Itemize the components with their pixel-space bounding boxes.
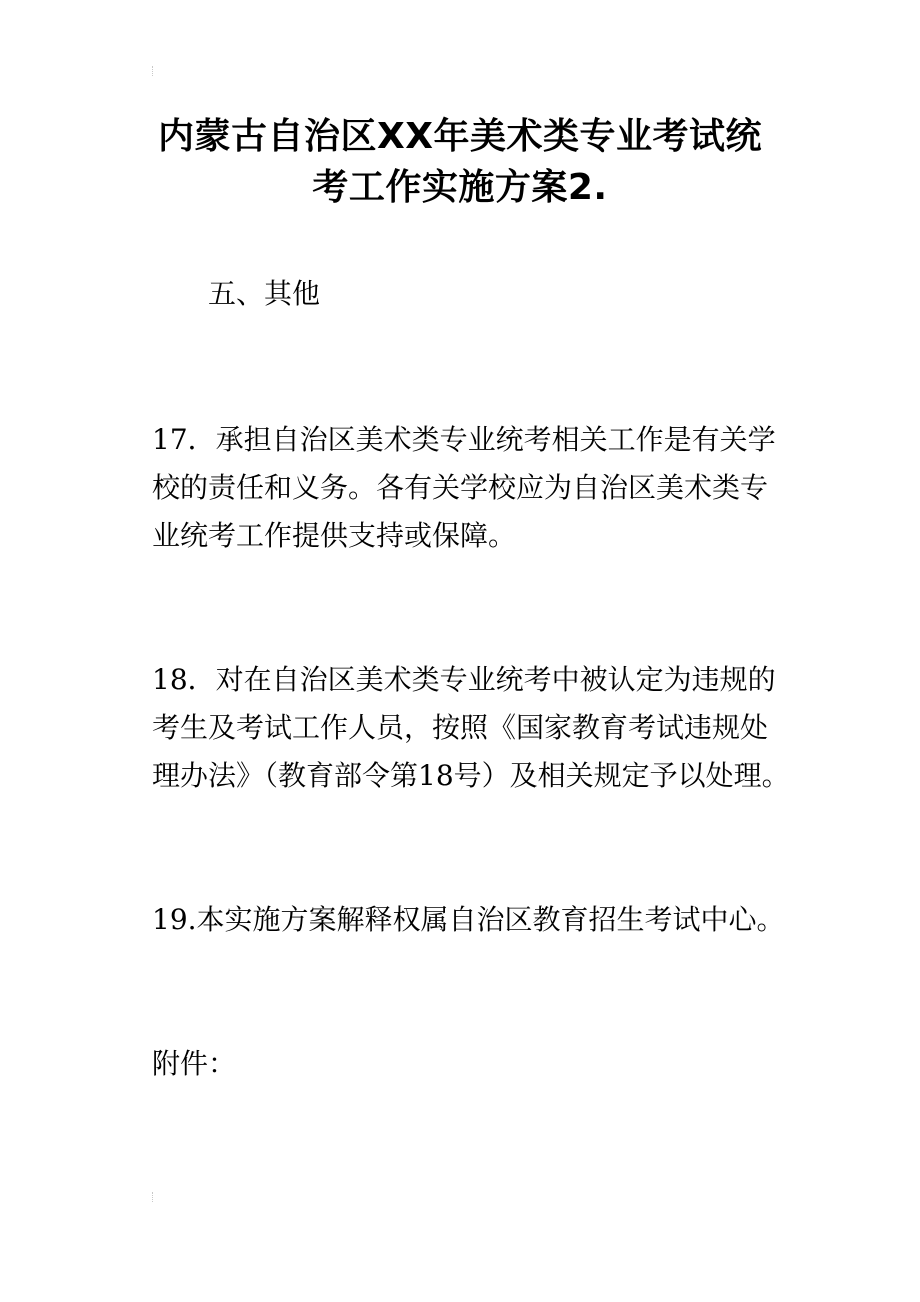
paragraph-line: 19.本实施方案解释权属自治区教育招生考试中心。 [152, 903, 785, 936]
section-heading: 五、其他 [208, 277, 321, 310]
paragraph-line: 考生及考试工作人员，按照《国家教育考试违规处 [152, 711, 769, 744]
paragraph-line: 17．承担自治区美术类专业统考相关工作是有关学 [152, 423, 776, 456]
paragraph-line: 理办法》（教育部令第18号）及相关规定予以处理。 [152, 759, 790, 792]
corner-mark-bottom [152, 1192, 157, 1202]
paragraph-line: 校的责任和义务。各有关学校应为自治区美术类专 [152, 471, 769, 504]
paragraph-18 [152, 656, 792, 800]
attachment-label: 附件： [152, 1047, 237, 1080]
document-title-line-1: 内蒙古自治区XX年美术类专业考试统 [157, 116, 762, 157]
paragraph-line: 18．对在自治区美术类专业统考中被认定为违规的 [152, 663, 776, 696]
corner-mark-top [152, 66, 157, 76]
paragraph-19 [152, 896, 792, 944]
document-title-line-2: 考工作实施方案2. [312, 167, 608, 208]
paragraph-line: 业统考工作提供支持或保障。 [152, 519, 517, 552]
paragraph-17 [152, 416, 792, 560]
